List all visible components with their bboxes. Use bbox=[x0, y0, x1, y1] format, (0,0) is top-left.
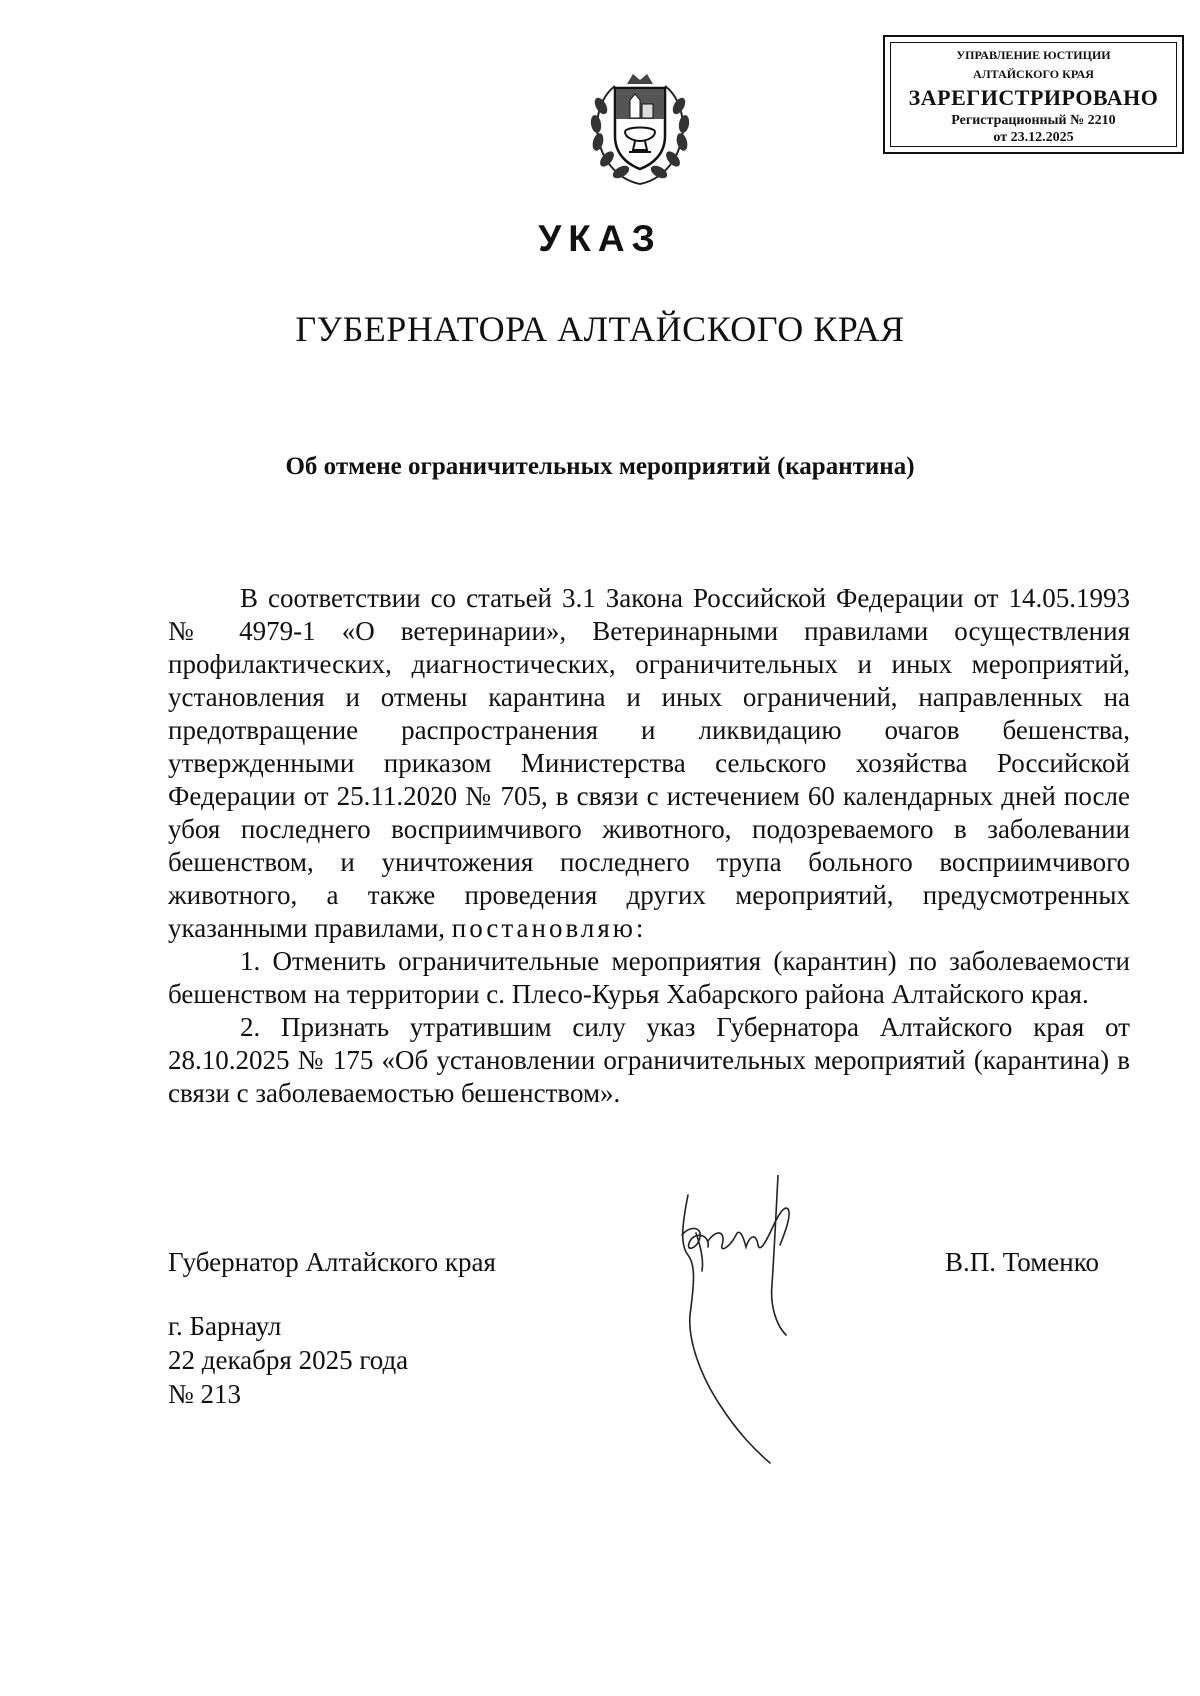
registration-stamp bbox=[883, 35, 1184, 154]
signatory-name: В.П. Томенко bbox=[945, 1247, 1099, 1277]
stamp-reg-number: Регистрационный № 2210 bbox=[951, 113, 1116, 128]
stamp-status: ЗАРЕГИСТРИРОВАНО bbox=[908, 85, 1159, 110]
document-issuer: ГУБЕРНАТОРА АЛТАЙСКОГО КРАЯ bbox=[295, 309, 905, 349]
item-2-paragraph: 2. Признать утратившим силу указ Губернатора Алтайского края от 28.10.2025 № 175 «Об установлении ограничительных мероприятий (карантина) в связи с заболеваемостью бешенством». bbox=[168, 1012, 1130, 1108]
item-1-paragraph: 1. Отменить ограничительные мероприятия (карантин) по заболеваемости бешенством на территории с. Плесо-Курья Хабарского района Алтайского края. bbox=[168, 946, 1130, 1009]
document-type: УКАЗ bbox=[538, 218, 662, 259]
issue-place: г. Барнаул bbox=[168, 1311, 282, 1341]
stamp-org-line2: АЛТАЙСКОГО КРАЯ bbox=[973, 67, 1094, 81]
document-body bbox=[168, 582, 1130, 1110]
signatory-position: Губернатор Алтайского края bbox=[168, 1247, 496, 1277]
stamp-org-line1: УПРАВЛЕНИЕ ЮСТИЦИИ bbox=[956, 48, 1111, 62]
preamble-paragraph bbox=[168, 582, 1130, 945]
stamp-inner-frame bbox=[890, 42, 1177, 147]
handwritten-signature-icon bbox=[660, 1175, 830, 1475]
decree-number: № 213 bbox=[168, 1379, 242, 1409]
document-subject: Об отмене ограничительных мероприятий (карантина) bbox=[285, 453, 915, 480]
stamp-reg-date: от 23.12.2025 bbox=[993, 130, 1074, 145]
decree-word: постановляю: bbox=[451, 913, 647, 943]
preamble-text: В соответствии со статьей 3.1 Закона Российской Федерации от 14.05.1993 № 4979-1 «О ветеринарии», Ветеринарными правилами осуществления профилактических, диагностических, ограничительных и иных мероприятий, установления и отмены карантина и иных ограничений, направленных на предотвращение распространения и ликвидацию очагов бешенства, утвержденными приказом Министерства сельского хозяйства Российской Федерации от 25.11.2020 № 705, в связи с истечением 60 календарных дней после убоя последнего восприимчивого животного, подозреваемого в заболевании бешенством, и уничтожения последнего трупа больного восприимчивого животного, а также проведения других мероприятий, предусмотренных указанными правилами, bbox=[168, 583, 1130, 943]
coat-of-arms-icon bbox=[585, 66, 695, 190]
issue-date: 22 декабря 2025 года bbox=[168, 1345, 409, 1375]
